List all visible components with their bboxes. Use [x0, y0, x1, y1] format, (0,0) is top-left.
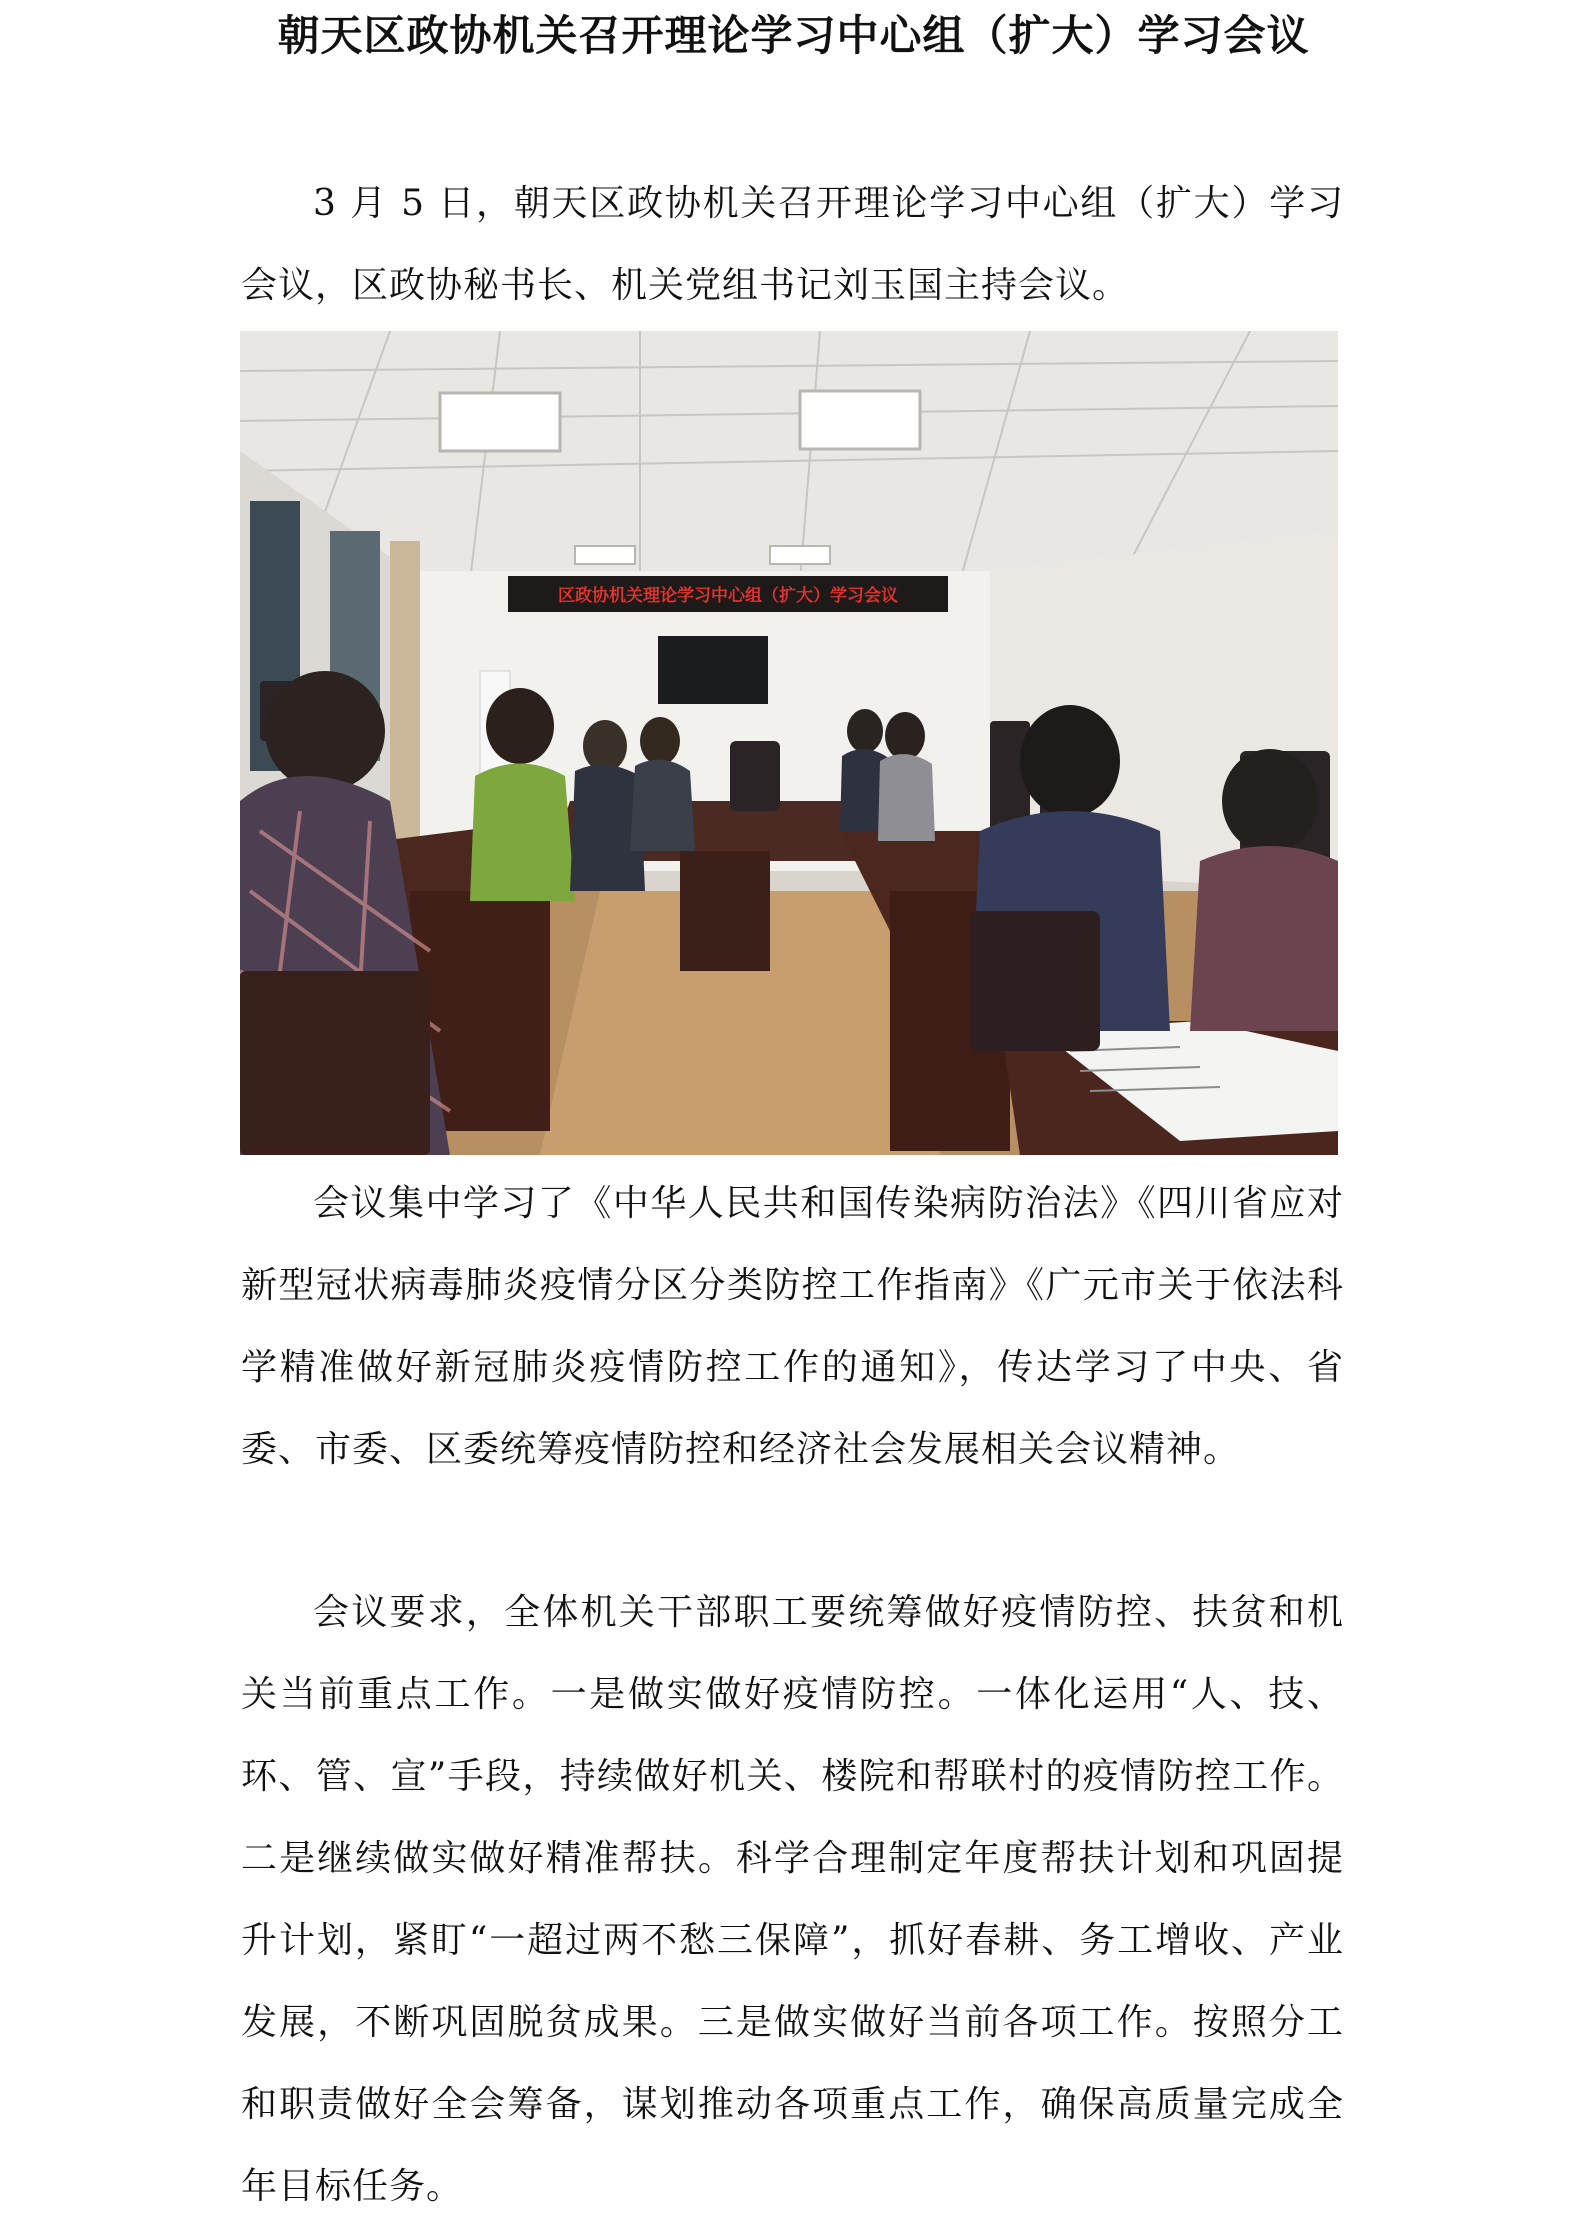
- paragraph-study-content: 会议集中学习了《中华人民共和国传染病防治法》《四川省应对新型冠状病毒肺炎疫情分区分类防控工作指南》《广元市关于依法科学精准做好新冠肺炎疫情防控工作的通知》，传达学习了中央、省委、市委、区委统筹疫情防控和经济社会发展相关会议精神。: [241, 1183, 1344, 1470]
- page-title: 朝天区政协机关召开理论学习中心组（扩大）学习会议: [277, 11, 1310, 60]
- paragraph-requirements: 会议要求，全体机关干部职工要统筹做好疫情防控、扶贫和机关当前重点工作。一是做实做好疫情防控。一体化运用“人、技、环、管、宣”手段，持续做好机关、楼院和帮联村的疫情防控工作。二是继续做实做好精准帮扶。科学合理制定年度帮扶计划和巩固提升计划，紧盯“一超过两不愁三保障”，抓好春耕、务工增收、产业发展，不断巩固脱贫成果。三是做实做好当前各项工作。按照分工和职责做好全会筹备，谋划推动各项重点工作，确保高质量完成全年目标任务。: [241, 1592, 1344, 2207]
- led-banner-text: 区政协机关理论学习中心组（扩大）学习会议: [558, 586, 898, 606]
- tv-screen: [658, 636, 768, 704]
- paragraph-intro: 3 月 5 日，朝天区政协机关召开理论学习中心组（扩大）学习会议，区政协秘书长、机关党组书记刘玉国主持会议。: [241, 183, 1344, 306]
- meeting-photo: [240, 331, 1338, 1155]
